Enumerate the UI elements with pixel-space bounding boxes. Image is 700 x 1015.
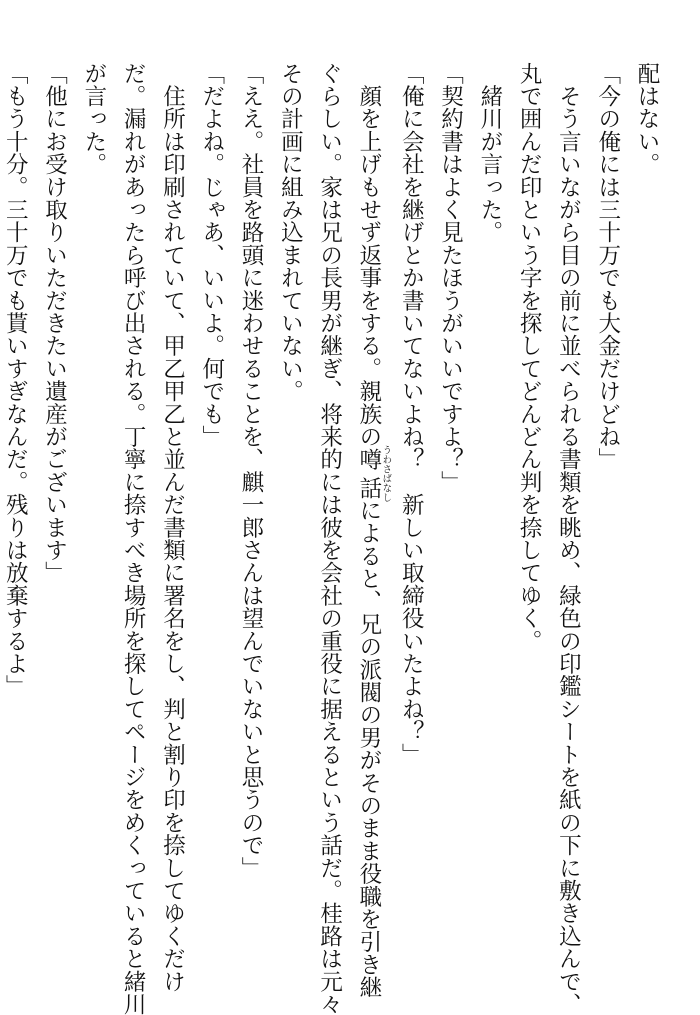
text-segment: によると、兄の派閥の男がそのまま役職を引き継 (355, 499, 382, 999)
dialogue-line: 「今の俺には三十万でも大金だけどね」 (594, 62, 621, 471)
text-segment: 顔を上げもせず返事をする。親族の (355, 62, 382, 448)
vertical-text-body (0, 62, 666, 1015)
ruby-annotation (355, 445, 392, 503)
text-line: 住所は印刷されていて、甲乙甲乙と並んだ書類に署名をし、判と割り印を捺してゆくだけ (159, 62, 186, 993)
text-line: 緒川が言った。 (476, 62, 503, 244)
dialogue-line: 「ええ。社員を路頭に迷わせることを、麒一郎さんは望んでいないと思うので」 (238, 62, 265, 880)
text-line: が言った。 (80, 62, 107, 176)
text-line: ぐらしい。家は兄の長男が継ぎ、将来的には彼を会社の重役に据えるという話だ。桂路は元々 (316, 62, 343, 1015)
dialogue-line: 「だよね。じゃあ、いいよ。何でも」 (198, 62, 225, 448)
text-line: その計画に組み込まれていない。 (277, 62, 304, 403)
text-line: そう言いながら目の前に並べられる書類を眺め、緑色の印鑑シートを紙の下に敷き込んで、 (555, 62, 582, 1015)
text-line: 丸で囲んだ印という字を探してどんどん判を捺してゆく。 (516, 62, 543, 653)
text-line: 配はない。 (634, 62, 660, 176)
ruby-base: 噂話 (355, 445, 382, 502)
dialogue-line: 「もう十分。三十万でも貰いすぎなんだ。残りは放棄するよ」 (2, 62, 29, 698)
dialogue-line: 「契約書はよく見たほうがいいですよ？」 (437, 62, 464, 494)
text-line-with-ruby (349, 62, 392, 999)
dialogue-line: 「他にお受け取りいただきたい遺産がございます」 (41, 62, 68, 585)
dialogue-line: 「俺に会社を継げとか書いてないよね？ 新しい取締役いたよね？」 (398, 62, 425, 766)
ruby-reading: うわさばなし (380, 445, 392, 503)
text-line: だ。漏れがあったら呼び出される。丁寧に捺すべき場所を探してページをめくっていると緒川 (120, 62, 147, 1015)
